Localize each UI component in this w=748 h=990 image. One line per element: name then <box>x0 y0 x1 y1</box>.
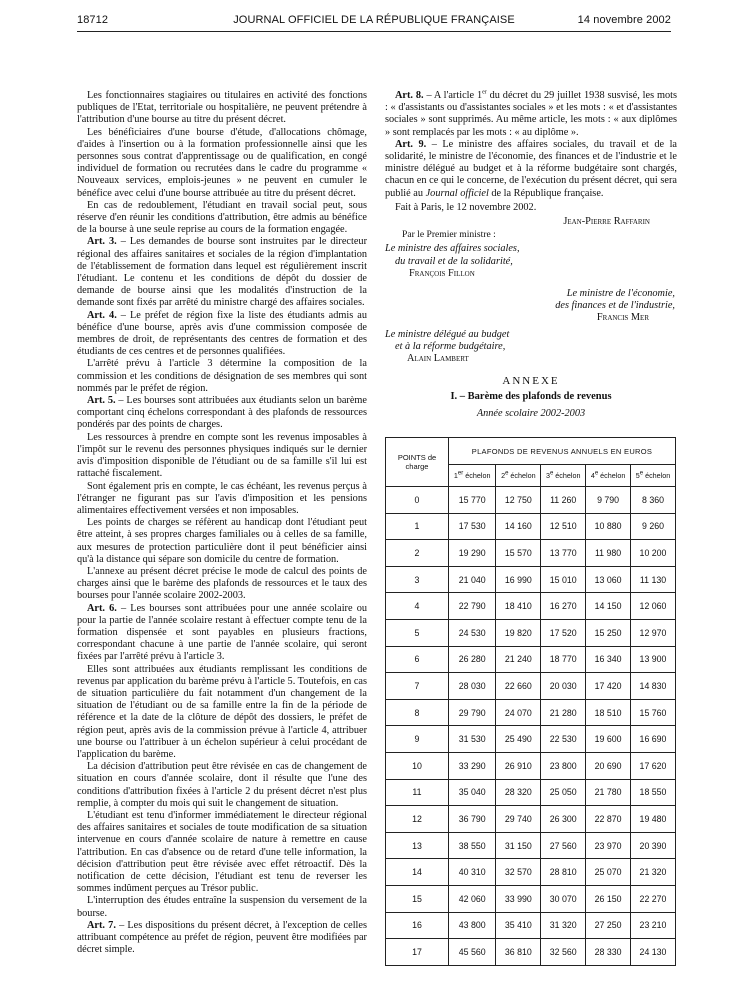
echelon-sup: e <box>549 470 554 477</box>
table-row <box>386 939 676 966</box>
points-cell: 10 <box>386 752 449 779</box>
points-cell: 7 <box>386 673 449 700</box>
paragraph <box>77 920 367 957</box>
ceiling-cell: 22 270 <box>631 885 676 912</box>
paragraph-text: L'arrêté prévu à l'article 3 détermine la composition de la commission et les conditions de désignation de ses membres qui sont nommés par le préfet de région. <box>77 358 367 394</box>
points-cell: 8 <box>386 699 449 726</box>
points-cell: 11 <box>386 779 449 806</box>
table-row <box>386 487 676 514</box>
article-label: Art. 5. <box>87 395 116 407</box>
ceiling-cell: 16 270 <box>541 593 586 620</box>
right-column <box>385 90 677 420</box>
table-row <box>386 806 676 833</box>
ceiling-cell: 18 510 <box>586 699 631 726</box>
points-cell: 4 <box>386 593 449 620</box>
minister-2-name: Francis Mer <box>596 312 649 324</box>
points-cell: 6 <box>386 646 449 673</box>
article-label: Art. 3. <box>87 236 117 248</box>
points-cell: 17 <box>386 939 449 966</box>
article-8-sup: er <box>482 89 487 96</box>
points-cell: 16 <box>386 912 449 939</box>
ceiling-cell: 20 030 <box>541 673 586 700</box>
echelon-header <box>631 465 676 487</box>
echelon-word: échelon <box>508 471 536 480</box>
echelon-word: échelon <box>643 471 671 480</box>
pm-name: Jean-Pierre Raffarin <box>563 216 650 228</box>
ceiling-cell: 22 530 <box>541 726 586 753</box>
ceiling-cell: 17 530 <box>449 513 496 540</box>
paragraph-text: En cas de redoublement, l'étudiant en travail social peut, sous réserve d'en réunir les conditions d'attribution, être admis au bénéfice de la bourse à une seule reprise au cours de la formation engagée. <box>77 199 367 236</box>
ceiling-cell: 30 070 <box>541 885 586 912</box>
paragraph-text: Sont également pris en compte, le cas échéant, les revenus perçus à l'étranger ne figurant pas sur l'avis d'imposition et les pensions alimentaires effectivement versées et non imposables. <box>77 480 367 516</box>
ceiling-cell: 22 870 <box>586 806 631 833</box>
ceiling-cell: 21 320 <box>631 859 676 886</box>
ceiling-cell: 8 360 <box>631 487 676 514</box>
ceiling-cell: 23 210 <box>631 912 676 939</box>
ceiling-cell: 26 280 <box>449 646 496 673</box>
ceiling-cell: 36 790 <box>449 806 496 833</box>
paragraph-text: L'annexe au présent décret précise le mode de calcul des points de charges ainsi que le barème des plafonds de ressources et le taux des bourses pour l'année scolaire 2002-2003. <box>77 565 367 602</box>
ceiling-cell: 20 390 <box>631 832 676 859</box>
fait-a-paris: Fait à Paris, le 12 novembre 2002. <box>395 201 537 213</box>
ceiling-cell: 27 250 <box>586 912 631 939</box>
echelon-number: 5 <box>635 471 640 480</box>
article-label: Art. 4. <box>87 309 117 321</box>
ceiling-cell: 10 880 <box>586 513 631 540</box>
income-ceiling-table <box>385 437 676 966</box>
ceiling-cell: 19 600 <box>586 726 631 753</box>
ceiling-cell: 13 900 <box>631 646 676 673</box>
table-row <box>386 779 676 806</box>
ceiling-cell: 27 560 <box>541 832 586 859</box>
ceiling-cell: 14 160 <box>496 513 541 540</box>
table-row <box>386 699 676 726</box>
ceiling-cell: 25 050 <box>541 779 586 806</box>
ceiling-cell: 11 130 <box>631 566 676 593</box>
ceiling-cell: 12 750 <box>496 487 541 514</box>
echelon-sup: e <box>639 470 644 477</box>
points-cell: 2 <box>386 540 449 567</box>
ceiling-cell: 26 300 <box>541 806 586 833</box>
article-label: Art. 7. <box>87 919 116 931</box>
ceiling-cell: 18 410 <box>496 593 541 620</box>
ceiling-cell: 12 060 <box>631 593 676 620</box>
ceiling-cell: 9 260 <box>631 513 676 540</box>
ceiling-cell: 32 560 <box>541 939 586 966</box>
ceiling-cell: 13 060 <box>586 566 631 593</box>
ceiling-cell: 16 990 <box>496 566 541 593</box>
paragraph <box>77 664 367 762</box>
ceiling-cell: 35 410 <box>496 912 541 939</box>
minister-3-name: Alain Lambert <box>407 353 469 365</box>
ceiling-cell: 38 550 <box>449 832 496 859</box>
points-header: POINTS de charge <box>386 438 449 487</box>
paragraph-text: L'étudiant est tenu d'informer immédiatement le directeur régional des affaires sanitaires et sociales de toute modification de sa situation intervenue en cours d'année scolaire de nature à remettre en cause l'attribution. En cas d'absence ou de retard d'une telle information, la décision d'attribution peut être révisée avec effet rétroactif. Dès la notification de cette décision, l'étudiant est tenu de reverser les sommes indûment perçues au Trésor public. <box>77 809 367 895</box>
bareme-heading: I. – Barème des plafonds de revenus <box>450 391 612 403</box>
echelon-word: échelon <box>553 471 581 480</box>
echelon-header <box>586 465 631 487</box>
ceiling-cell: 31 320 <box>541 912 586 939</box>
article-8-label: Art. 8. <box>395 90 424 101</box>
ceiling-cell: 18 770 <box>541 646 586 673</box>
ceiling-cell: 14 150 <box>586 593 631 620</box>
page-header <box>0 14 748 32</box>
points-cell: 13 <box>386 832 449 859</box>
points-cell: 14 <box>386 859 449 886</box>
ceiling-cell: 17 420 <box>586 673 631 700</box>
ceiling-cell: 13 770 <box>541 540 586 567</box>
table-row <box>386 726 676 753</box>
ceiling-cell: 32 570 <box>496 859 541 886</box>
ceiling-cell: 23 970 <box>586 832 631 859</box>
minister-2-title-2: des finances et de l'industrie, <box>555 300 675 312</box>
article-8-text-b: du décret du 29 juillet 1938 susvisé, les mots : « d'assistants ou d'assistantes sociales » et les mots : « et d'assistantes sociales » sont supprimés. Au même article, les mots : « aux diplômes » sont remplacés par les mots : « au diplôme ». <box>385 90 677 138</box>
ceiling-cell: 15 010 <box>541 566 586 593</box>
echelon-sup: e <box>505 470 509 477</box>
ceiling-cell: 18 550 <box>631 779 676 806</box>
paragraph <box>77 236 367 309</box>
echelon-header <box>541 465 586 487</box>
ceiling-cell: 24 130 <box>631 939 676 966</box>
points-cell: 1 <box>386 513 449 540</box>
table-row <box>386 646 676 673</box>
ceiling-cell: 20 690 <box>586 752 631 779</box>
ceiling-cell: 15 770 <box>449 487 496 514</box>
echelon-number: 2 <box>501 471 506 480</box>
ceiling-cell: 33 290 <box>449 752 496 779</box>
ceiling-cell: 21 280 <box>541 699 586 726</box>
ceiling-cell: 21 780 <box>586 779 631 806</box>
table-row <box>386 912 676 939</box>
ceiling-cell: 28 330 <box>586 939 631 966</box>
points-cell: 12 <box>386 806 449 833</box>
table-row <box>386 752 676 779</box>
echelon-number: 3 <box>545 471 550 480</box>
ceiling-cell: 21 240 <box>496 646 541 673</box>
minister-2-title-1: Le ministre de l'économie, <box>566 288 675 300</box>
paragraph-text: – Les bourses sont attribuées pour une année scolaire ou pour la partie de l'année scolaire restant à effectuer compte tenu de la formation dispensée et sont payables en plusieurs fractions, correspondant chacune à une partie de l'année scolaire, qui seront fixées par l'arrêté prévu à l'article 3. <box>77 602 367 663</box>
paragraph-text: La décision d'attribution peut être révisée en cas de changement de situation en cours d'année scolaire, dont il résulte que l'une des conditions d'attribution fixées à l'article 2 du présent décret n'est plus remplie, à compter du mois qui suit le changement de situation. <box>77 761 367 809</box>
article-9-label: Art. 9. <box>395 138 427 150</box>
paragraph <box>77 895 367 919</box>
table-row <box>386 540 676 567</box>
ceiling-cell: 31 530 <box>449 726 496 753</box>
paragraph-text: Les bénéficiaires d'une bourse d'étude, d'allocations chômage, d'aides à l'insertion ou à la formation professionnelle ainsi que les personnes sous contrat d'apprentissage ou de qualification, en congé individuel de formation ou recrutées dans le cadre du programme « Nouveaux services, emplois-jeunes » ne peuvent en cumuler le bénéfice avec celui d'une bourse attribuée au titre du présent décret. <box>77 126 367 199</box>
ceiling-cell: 19 820 <box>496 619 541 646</box>
paragraph-text: – Les dispositions du présent décret, à l'exception de celles attribuant compétence au préfet de région, peuvent être modifiées par décret simple. <box>77 919 367 956</box>
ceilings-group-header: PLAFONDS DE REVENUS ANNUELS EN EUROS <box>449 438 676 465</box>
paragraph <box>77 127 367 200</box>
ceiling-cell: 26 910 <box>496 752 541 779</box>
ceiling-cell: 24 070 <box>496 699 541 726</box>
echelon-header <box>496 465 541 487</box>
ceiling-cell: 25 070 <box>586 859 631 886</box>
left-column <box>77 90 367 956</box>
paragraph <box>77 358 367 395</box>
paragraph-text: – Les bourses sont attribuées aux étudiants selon un barème comportant cinq échelons correspondant à des plafonds de ressources pondérés par des points de charges. <box>77 395 367 431</box>
minister-3-title-2: et à la réforme budgétaire, <box>395 340 506 352</box>
paragraph <box>77 310 367 359</box>
signatures <box>385 216 677 365</box>
paragraph <box>77 810 367 895</box>
ceiling-cell: 9 790 <box>586 487 631 514</box>
paragraph <box>77 603 367 664</box>
ceiling-cell: 19 290 <box>449 540 496 567</box>
article-label: Art. 6. <box>87 602 117 614</box>
points-cell: 5 <box>386 619 449 646</box>
ceiling-cell: 22 660 <box>496 673 541 700</box>
ceiling-cell: 15 760 <box>631 699 676 726</box>
paragraph <box>77 200 367 237</box>
paragraph <box>77 432 367 481</box>
journal-officiel-italic: Journal officiel <box>425 187 489 199</box>
echelon-number: 4 <box>590 471 595 480</box>
ceiling-cell: 22 790 <box>449 593 496 620</box>
ceiling-cell: 21 040 <box>449 566 496 593</box>
echelon-sup: er <box>457 470 464 477</box>
points-cell: 9 <box>386 726 449 753</box>
ceiling-cell: 42 060 <box>449 885 496 912</box>
ceiling-cell: 36 810 <box>496 939 541 966</box>
issue-date: 14 novembre 2002 <box>577 14 671 26</box>
ceiling-cell: 24 530 <box>449 619 496 646</box>
paragraph <box>77 395 367 432</box>
ceiling-cell: 29 790 <box>449 699 496 726</box>
paragraph-text: Les ressources à prendre en compte sont les revenus imposables à l'impôt sur le revenu des personnes physiques indiqués sur le dernier avis d'imposition disponible de l'étudiant ou de sa famille s'il lui est rattaché fiscalement. <box>77 431 367 480</box>
ceiling-cell: 10 200 <box>631 540 676 567</box>
paragraph <box>77 481 367 518</box>
echelon-number: 1 <box>453 471 458 480</box>
ceiling-cell: 11 980 <box>586 540 631 567</box>
paragraph-text: Les fonctionnaires stagiaires ou titulaires en activité des fonctions publiques de l'Etat, territoriale ou hospitalière, ne peuvent prétendre à l'attribution d'une bourse au titre du présent décret. <box>77 90 367 126</box>
ceiling-cell: 40 310 <box>449 859 496 886</box>
par-premier-ministre: Par le Premier ministre : <box>402 229 496 241</box>
paragraph-text: L'interruption des études entraîne la suspension du versement de la bourse. <box>77 895 367 919</box>
ceiling-cell: 17 520 <box>541 619 586 646</box>
paragraph-text: – Les demandes de bourse sont instruites par le directeur régional des affaires sanitaires et sociales de la région d'implantation de l'établissement de formation dans lequel est régulièrement inscrit l'étudiant. Le contenu et les conditions de dépôt du dossier de demande de bourse ainsi que les modalités d'instruction de la demande sont fixés par arrêté du ministre chargé des affaires sociales. <box>77 236 367 309</box>
school-year: Année scolaire 2002-2003 <box>476 407 586 419</box>
ceiling-cell: 35 040 <box>449 779 496 806</box>
ceiling-cell: 15 570 <box>496 540 541 567</box>
paragraph <box>77 566 367 603</box>
paragraph <box>77 761 367 810</box>
ceiling-cell: 17 620 <box>631 752 676 779</box>
ceiling-cell: 16 690 <box>631 726 676 753</box>
paragraph <box>77 517 367 566</box>
ceiling-cell: 12 970 <box>631 619 676 646</box>
article-8 <box>385 90 677 139</box>
minister-1-title-2: du travail et de la solidarité, <box>395 255 513 267</box>
ceiling-cell: 15 250 <box>586 619 631 646</box>
ceiling-cell: 43 800 <box>449 912 496 939</box>
minister-1-name: François Fillon <box>409 267 475 279</box>
points-cell: 3 <box>386 566 449 593</box>
table-row <box>386 859 676 886</box>
ceiling-cell: 14 830 <box>631 673 676 700</box>
paragraph-text: Les points de charges se réfèrent au handicap dont l'étudiant peut être atteint, à ses propres charges familiales ou à celles de sa famille, aux mesures de protection particulière dont il peut bénéficier ainsi qu'à la distance qui sépare son domicile du centre de formation. <box>77 517 367 565</box>
ceiling-cell: 28 030 <box>449 673 496 700</box>
page-number: 18712 <box>77 14 109 26</box>
echelon-header <box>449 465 496 487</box>
ceiling-cell: 29 740 <box>496 806 541 833</box>
points-cell: 15 <box>386 885 449 912</box>
ceiling-cell: 19 480 <box>631 806 676 833</box>
ceiling-cell: 28 320 <box>496 779 541 806</box>
echelon-sup: e <box>594 470 599 477</box>
table-row <box>386 832 676 859</box>
points-cell: 0 <box>386 487 449 514</box>
table-row <box>386 593 676 620</box>
ceiling-cell: 25 490 <box>496 726 541 753</box>
ceiling-cell: 33 990 <box>496 885 541 912</box>
table-row <box>386 673 676 700</box>
ceiling-cell: 23 800 <box>541 752 586 779</box>
article-9-text-a: – Le ministre des affaires sociales, du travail et de la solidarité, le ministre de l'économie, des finances et de l'industrie et le ministre délégué au budget et à la réforme budgétaire sont chargés, chacun en ce qui le concerne, de l'exécution du présent décret, qui sera publié au <box>385 138 677 199</box>
table-row <box>386 566 676 593</box>
article-8-text-a: – A l'article 1 <box>423 90 483 101</box>
table-row <box>386 513 676 540</box>
paragraph-text: Elles sont attribuées aux étudiants remplissant les conditions de revenus par application du barème prévu à l'article 5. Toutefois, en cas de situation particulière du fait notamment d'un changement de la situation de l'étudiant ou de sa famille entre la fin de la période de référence et la date de la clôture de dépôt des dossiers, le préfet de région peut, après avis de la commission prévue à l'article 4, attribuer une bourse ou l'attribuer à un échelon supérieur à celui procédant de l'application du barème. <box>77 663 368 760</box>
header-rule <box>77 31 671 32</box>
table-row <box>386 619 676 646</box>
ceiling-cell: 11 260 <box>541 487 586 514</box>
ceiling-cell: 12 510 <box>541 513 586 540</box>
paragraph-text: – Le préfet de région fixe la liste des étudiants admis au bénéfice d'une bourse, après avis d'une commission composée de membres de droit, de représentants des centres de formation et des étudiants de ces centres et de personnes qualifiées. <box>77 309 367 358</box>
paragraph <box>77 90 367 127</box>
echelon-word: échelon <box>463 471 491 480</box>
ceiling-cell: 26 150 <box>586 885 631 912</box>
table-row <box>386 885 676 912</box>
minister-3-title-1: Le ministre délégué au budget <box>385 328 510 340</box>
article-9 <box>385 139 677 200</box>
minister-1-title-1: Le ministre des affaires sociales, <box>385 243 520 255</box>
ceiling-cell: 28 810 <box>541 859 586 886</box>
annexe-heading: ANNEXE <box>502 375 560 388</box>
article-9-text-b: de la République française. <box>488 187 604 199</box>
echelon-word: échelon <box>598 471 626 480</box>
ceiling-cell: 31 150 <box>496 832 541 859</box>
ceiling-cell: 16 340 <box>586 646 631 673</box>
ceiling-cell: 45 560 <box>449 939 496 966</box>
journal-title: JOURNAL OFFICIEL DE LA RÉPUBLIQUE FRANÇAISE <box>233 14 515 26</box>
